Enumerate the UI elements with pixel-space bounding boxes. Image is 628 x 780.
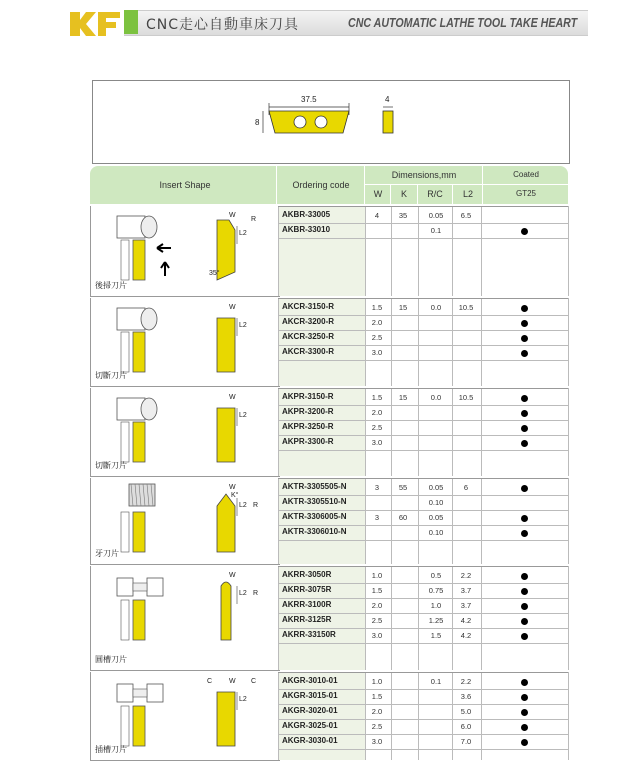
coated-availability-dot bbox=[521, 485, 528, 492]
tip-r-label: R bbox=[253, 590, 259, 597]
section-name: 圓槽刀片 bbox=[95, 655, 127, 664]
title-chinese: CNC走心自動車床刀具 bbox=[146, 17, 300, 33]
length-label: 37.5 bbox=[301, 95, 317, 104]
w-value: 2.0 bbox=[371, 707, 383, 716]
column-divider bbox=[418, 478, 419, 564]
ordering-code[interactable]: AKRR-3125R bbox=[282, 615, 332, 624]
column-divider bbox=[278, 672, 279, 760]
tip-w-label: W bbox=[229, 304, 236, 311]
w-value: 2.5 bbox=[371, 722, 383, 731]
insert-tip-diagram-icon bbox=[201, 392, 261, 466]
ordering-code[interactable]: AKBR-33005 bbox=[282, 210, 331, 219]
w-value: 3.0 bbox=[371, 348, 383, 357]
w-header: W bbox=[373, 189, 383, 199]
column-divider bbox=[481, 672, 482, 760]
dimensions-header: Dimensions,mm bbox=[391, 170, 457, 180]
row-separator bbox=[278, 704, 568, 705]
ordering-code[interactable]: AKCR-3300-R bbox=[282, 347, 335, 356]
row-separator bbox=[278, 613, 568, 614]
w-value: 3 bbox=[374, 513, 380, 522]
ordering-code[interactable]: AKTR-3306005-N bbox=[282, 512, 347, 521]
ordering-code[interactable]: AKCR-3250-R bbox=[282, 332, 335, 341]
holder-illustration-icon bbox=[113, 676, 183, 750]
column-divider bbox=[568, 206, 569, 296]
w-value: 1.5 bbox=[371, 303, 383, 312]
table-header bbox=[90, 166, 568, 204]
w-value: 1.5 bbox=[371, 393, 383, 402]
column-divider bbox=[568, 478, 569, 564]
w-value: 1.0 bbox=[371, 677, 383, 686]
title-accent bbox=[124, 10, 138, 34]
k-value: 60 bbox=[398, 513, 408, 522]
section-top-border bbox=[278, 566, 568, 567]
holder-illustration-icon bbox=[113, 570, 183, 644]
column-divider bbox=[452, 478, 453, 564]
coated-availability-dot bbox=[521, 530, 528, 537]
l2-value: 3.7 bbox=[460, 601, 472, 610]
column-divider bbox=[452, 388, 453, 476]
tip-w-label: W bbox=[229, 572, 236, 579]
column-divider bbox=[452, 206, 453, 296]
section-name: 切斷刀片 bbox=[95, 371, 127, 380]
section-left-panel bbox=[90, 566, 280, 671]
column-divider bbox=[452, 672, 453, 760]
column-divider bbox=[278, 478, 279, 564]
row-separator bbox=[278, 405, 568, 406]
row-separator bbox=[278, 238, 568, 239]
l2-value: 10.5 bbox=[458, 393, 474, 402]
tip-c-label: C bbox=[207, 678, 213, 685]
coated-availability-dot bbox=[521, 679, 528, 686]
holder-illustration-icon bbox=[113, 302, 183, 376]
ordering-code[interactable]: AKGR-3020-01 bbox=[282, 706, 338, 715]
l2-value: 2.2 bbox=[460, 677, 472, 686]
holder-illustration-icon bbox=[113, 210, 183, 284]
coated-availability-dot bbox=[521, 515, 528, 522]
tip-r-label: R bbox=[251, 216, 257, 223]
section-left-panel bbox=[90, 672, 280, 761]
column-divider bbox=[418, 388, 419, 476]
w-value: 2.5 bbox=[371, 333, 383, 342]
rc-value: 0.1 bbox=[430, 677, 442, 686]
row-separator bbox=[278, 734, 568, 735]
coated-availability-dot bbox=[521, 709, 528, 716]
coated-availability-dot bbox=[521, 588, 528, 595]
section-left-panel bbox=[90, 298, 280, 387]
rc-value: 0.1 bbox=[430, 226, 442, 235]
section-top-border bbox=[278, 478, 568, 479]
ordering-code[interactable]: AKCR-3200-R bbox=[282, 317, 335, 326]
ordering-code[interactable]: AKGR-3025-01 bbox=[282, 721, 338, 730]
column-divider bbox=[481, 478, 482, 564]
ordering-code-column bbox=[278, 388, 365, 476]
row-separator bbox=[278, 330, 568, 331]
l2-value: 2.2 bbox=[460, 571, 472, 580]
row-separator bbox=[278, 598, 568, 599]
tip-k-label: K° bbox=[231, 492, 239, 499]
ordering-code[interactable]: AKPR-3300-R bbox=[282, 437, 334, 446]
column-divider bbox=[481, 298, 482, 386]
w-value: 3.0 bbox=[371, 438, 383, 447]
column-divider bbox=[391, 672, 392, 760]
ordering-code[interactable]: AKBR-33010 bbox=[282, 225, 331, 234]
row-separator bbox=[278, 525, 568, 526]
column-divider bbox=[481, 566, 482, 670]
rc-value: 1.0 bbox=[430, 601, 442, 610]
l2-value: 4.2 bbox=[460, 616, 472, 625]
row-separator bbox=[278, 450, 568, 451]
ordering-code-header: Ordering code bbox=[292, 180, 350, 190]
tip-l2-label: L2 bbox=[239, 230, 247, 237]
section-left-panel bbox=[90, 478, 280, 565]
ordering-code-column bbox=[278, 298, 365, 386]
column-divider bbox=[418, 206, 419, 296]
ordering-code[interactable]: AKTR-3305510-N bbox=[282, 497, 347, 506]
rc-value: 0.5 bbox=[430, 571, 442, 580]
w-value: 4 bbox=[374, 211, 380, 220]
rc-value: 0.0 bbox=[430, 303, 442, 312]
coated-availability-dot bbox=[521, 228, 528, 235]
brand-logo-icon bbox=[64, 6, 124, 40]
holder-illustration-icon bbox=[113, 392, 183, 466]
tip-r-label: R bbox=[253, 502, 259, 509]
coated-availability-dot bbox=[521, 320, 528, 327]
column-divider bbox=[278, 298, 279, 386]
section-name: 切斷刀片 bbox=[95, 461, 127, 470]
row-separator bbox=[278, 643, 568, 644]
l2-value: 6 bbox=[463, 483, 469, 492]
l2-value: 7.0 bbox=[460, 737, 472, 746]
ordering-code[interactable]: AKPR-3150-R bbox=[282, 392, 334, 401]
ordering-code[interactable]: AKRR-33150R bbox=[282, 630, 336, 639]
column-divider bbox=[418, 566, 419, 670]
l2-value: 10.5 bbox=[458, 303, 474, 312]
ordering-code[interactable]: AKPR-3200-R bbox=[282, 407, 334, 416]
insert-tip-diagram-icon bbox=[201, 302, 261, 376]
holder-illustration-icon bbox=[113, 482, 183, 556]
tip-c-label: C bbox=[251, 678, 257, 685]
l2-value: 6.5 bbox=[460, 211, 472, 220]
section-top-border bbox=[278, 388, 568, 389]
l2-value: 4.2 bbox=[460, 631, 472, 640]
l2-value: 5.0 bbox=[460, 707, 472, 716]
column-divider bbox=[568, 388, 569, 476]
coated-availability-dot bbox=[521, 335, 528, 342]
coated-availability-dot bbox=[521, 724, 528, 731]
row-separator bbox=[278, 510, 568, 511]
k-value: 15 bbox=[398, 303, 408, 312]
column-divider bbox=[278, 566, 279, 670]
ordering-code[interactable]: AKRR-3075R bbox=[282, 585, 332, 594]
w-value: 2.5 bbox=[371, 616, 383, 625]
coated-availability-dot bbox=[521, 305, 528, 312]
row-separator bbox=[278, 345, 568, 346]
rc-value: 0.75 bbox=[428, 586, 444, 595]
tip-w-label: W bbox=[229, 212, 236, 219]
ordering-code-column bbox=[278, 206, 365, 296]
tip-angle-label: 35° bbox=[209, 270, 220, 277]
section-name: 插槽刀片 bbox=[95, 745, 127, 754]
coated-availability-dot bbox=[521, 395, 528, 402]
column-divider bbox=[452, 298, 453, 386]
rc-value: 0.05 bbox=[428, 211, 444, 220]
coated-availability-dot bbox=[521, 694, 528, 701]
l2-header: L2 bbox=[462, 189, 473, 199]
row-separator bbox=[278, 540, 568, 541]
row-separator bbox=[278, 719, 568, 720]
rc-value: 0.10 bbox=[428, 498, 444, 507]
column-divider bbox=[568, 566, 569, 670]
coated-availability-dot bbox=[521, 440, 528, 447]
tip-w-label: W bbox=[229, 484, 236, 491]
row-separator bbox=[278, 749, 568, 750]
row-separator bbox=[278, 435, 568, 436]
column-divider bbox=[568, 672, 569, 760]
column-divider bbox=[391, 566, 392, 670]
insert-outline-icon bbox=[93, 81, 569, 163]
section-top-border bbox=[278, 672, 568, 673]
rc-header: R/C bbox=[427, 189, 443, 199]
w-value: 2.0 bbox=[371, 408, 383, 417]
ordering-code[interactable]: AKGR-3010-01 bbox=[282, 676, 338, 685]
column-divider bbox=[481, 388, 482, 476]
w-value: 1.5 bbox=[371, 586, 383, 595]
rc-value: 0.10 bbox=[428, 528, 444, 537]
rc-value: 1.5 bbox=[430, 631, 442, 640]
thickness-label: 4 bbox=[385, 95, 390, 104]
rc-value: 0.0 bbox=[430, 393, 442, 402]
w-value: 1.0 bbox=[371, 571, 383, 580]
insert-dimension-drawing bbox=[92, 80, 570, 164]
column-divider bbox=[278, 388, 279, 476]
title-english: CNC AUTOMATIC LATHE TOOL TAKE HEART bbox=[348, 15, 578, 30]
ordering-code[interactable]: AKCR-3150-R bbox=[282, 302, 335, 311]
page-header bbox=[0, 0, 628, 46]
row-separator bbox=[278, 420, 568, 421]
insert-tip-diagram-icon bbox=[201, 676, 261, 750]
row-separator bbox=[278, 628, 568, 629]
tip-w-label: W bbox=[229, 394, 236, 401]
section-left-panel bbox=[90, 206, 280, 297]
tip-l2-label: L2 bbox=[239, 502, 247, 509]
coated-availability-dot bbox=[521, 603, 528, 610]
row-separator bbox=[278, 495, 568, 496]
section-left-panel bbox=[90, 388, 280, 477]
ordering-code[interactable]: AKGR-3015-01 bbox=[282, 691, 338, 700]
ordering-code[interactable]: AKGR-3030-01 bbox=[282, 736, 338, 745]
insert-tip-diagram-icon bbox=[201, 570, 261, 644]
row-separator bbox=[278, 315, 568, 316]
tip-l2-label: L2 bbox=[239, 590, 247, 597]
ordering-code[interactable]: AKRR-3050R bbox=[282, 570, 332, 579]
coated-availability-dot bbox=[521, 350, 528, 357]
column-divider bbox=[418, 672, 419, 760]
coated-availability-dot bbox=[521, 573, 528, 580]
row-separator bbox=[278, 689, 568, 690]
tip-w-label: W bbox=[229, 678, 236, 685]
coated-header: Coated bbox=[513, 170, 539, 179]
height-label: 8 bbox=[255, 118, 260, 127]
coated-availability-dot bbox=[521, 633, 528, 640]
column-divider bbox=[278, 206, 279, 296]
insert-shape-header: Insert Shape bbox=[159, 180, 211, 190]
coated-availability-dot bbox=[521, 739, 528, 746]
column-divider bbox=[418, 298, 419, 386]
l2-value: 3.7 bbox=[460, 586, 472, 595]
tip-l2-label: L2 bbox=[239, 696, 247, 703]
column-divider bbox=[481, 206, 482, 296]
row-separator bbox=[278, 223, 568, 224]
tip-l2-label: L2 bbox=[239, 412, 247, 419]
tip-l2-label: L2 bbox=[239, 322, 247, 329]
coated-availability-dot bbox=[521, 425, 528, 432]
ordering-code[interactable]: AKTR-3306010-N bbox=[282, 527, 347, 536]
l2-value: 3.6 bbox=[460, 692, 472, 701]
l2-value: 6.0 bbox=[460, 722, 472, 731]
rc-value: 1.25 bbox=[428, 616, 444, 625]
rc-value: 0.05 bbox=[428, 483, 444, 492]
section-top-border bbox=[278, 298, 568, 299]
ordering-code[interactable]: AKPR-3250-R bbox=[282, 422, 334, 431]
section-top-border bbox=[278, 206, 568, 207]
section-name: 牙刀片 bbox=[95, 549, 119, 558]
ordering-code[interactable]: AKRR-3100R bbox=[282, 600, 332, 609]
w-value: 3.0 bbox=[371, 631, 383, 640]
k-value: 35 bbox=[398, 211, 408, 220]
coated-availability-dot bbox=[521, 410, 528, 417]
row-separator bbox=[278, 583, 568, 584]
column-divider bbox=[452, 566, 453, 670]
column-divider bbox=[568, 298, 569, 386]
w-value: 2.0 bbox=[371, 601, 383, 610]
w-value: 2.5 bbox=[371, 423, 383, 432]
coated-availability-dot bbox=[521, 618, 528, 625]
k-value: 15 bbox=[398, 393, 408, 402]
grade-header: GT25 bbox=[515, 189, 536, 198]
k-value: 55 bbox=[398, 483, 408, 492]
ordering-code[interactable]: AKTR-3305505-N bbox=[282, 482, 347, 491]
ordering-code-column bbox=[278, 672, 365, 760]
w-value: 1.5 bbox=[371, 692, 383, 701]
w-value: 3 bbox=[374, 483, 380, 492]
w-value: 3.0 bbox=[371, 737, 383, 746]
rc-value: 0.05 bbox=[428, 513, 444, 522]
row-separator bbox=[278, 360, 568, 361]
section-name: 後掃刀片 bbox=[95, 281, 127, 290]
w-value: 2.0 bbox=[371, 318, 383, 327]
k-header: K bbox=[400, 189, 407, 199]
